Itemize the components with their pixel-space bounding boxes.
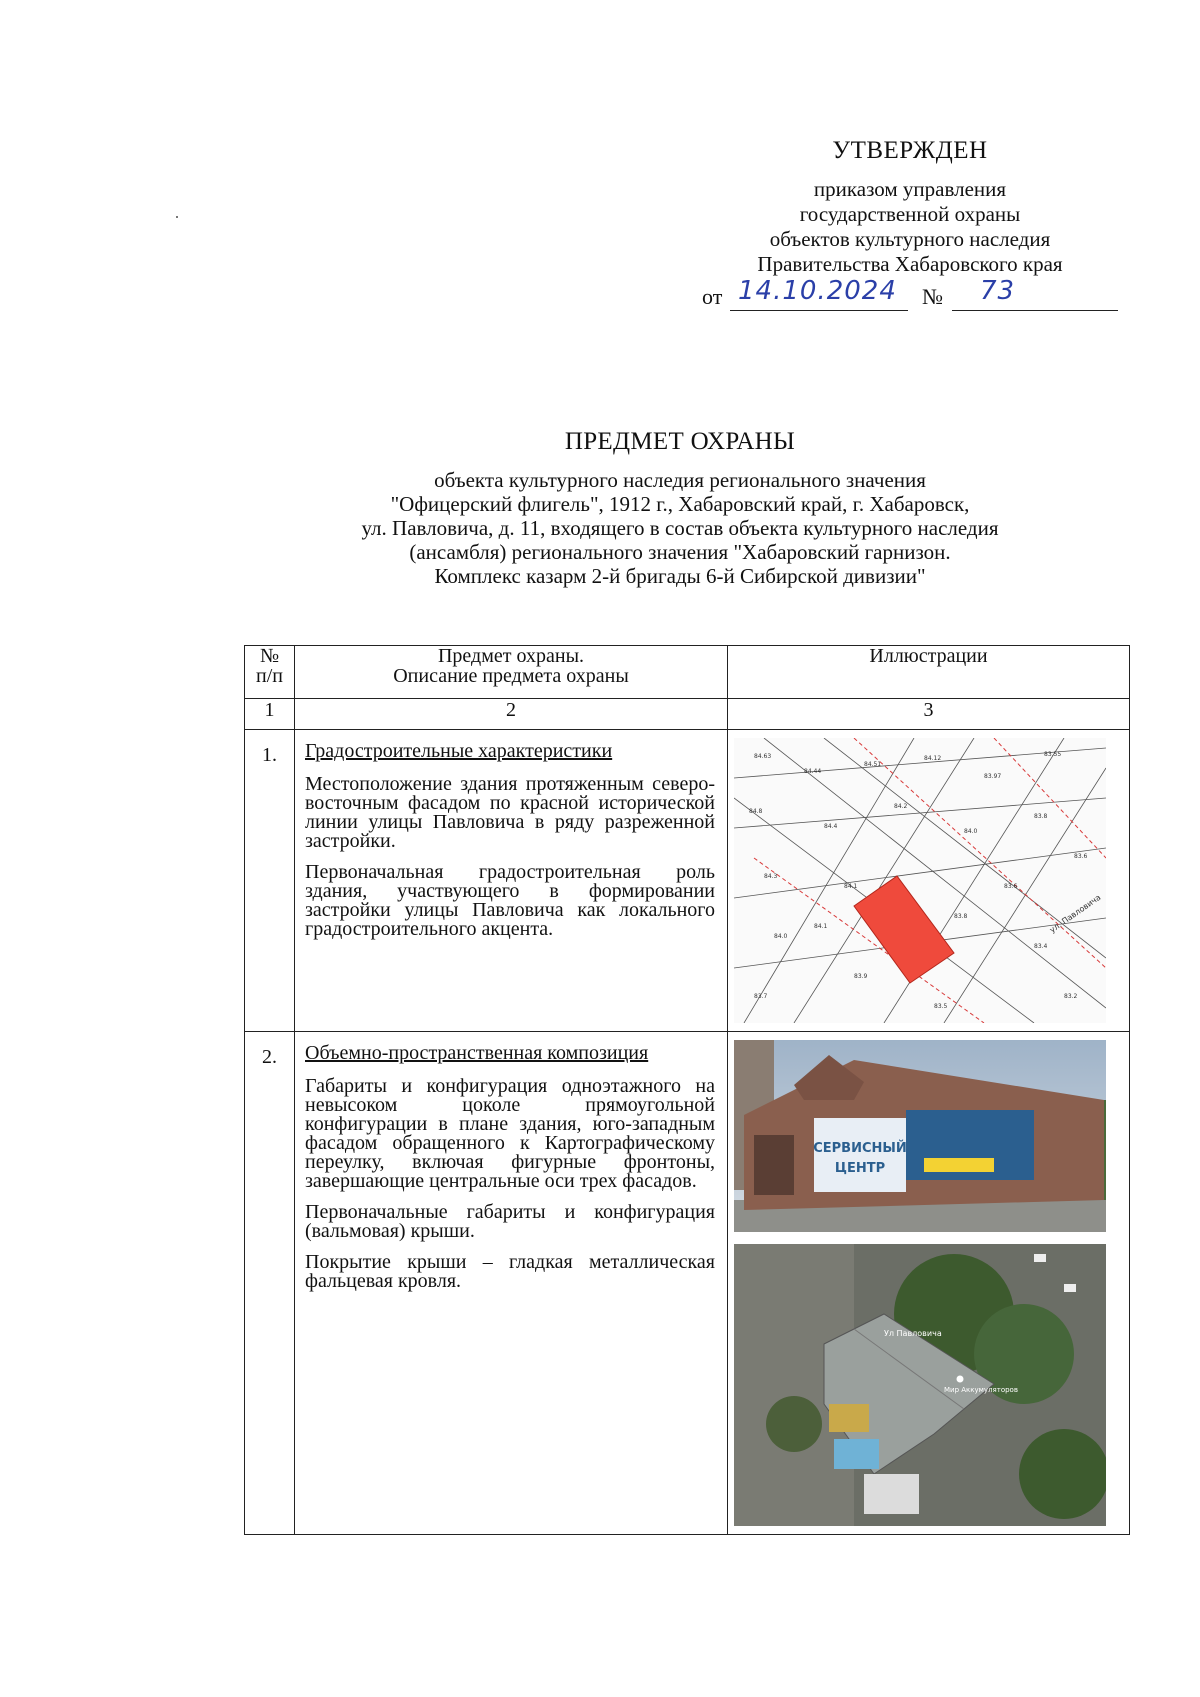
section-paragraph: Первоначальная градостроительная роль здания, участвующего в формировании застройки улицы Павловича как локального градостроительного акцента. <box>305 861 715 940</box>
title-line: ул. Павловича, д. 11, входящего в состав объекта культурного наследия <box>361 516 999 540</box>
photo-sign-line2: ЦЕНТР <box>834 1161 886 1176</box>
svg-text:83.7: 83.7 <box>754 993 768 1000</box>
svg-text:84.2: 84.2 <box>894 803 908 810</box>
svg-text:84.8: 84.8 <box>749 808 763 815</box>
table-header-row <box>245 646 1130 699</box>
map-pin-icon <box>957 1376 964 1383</box>
svg-text:83.97: 83.97 <box>984 773 1002 780</box>
svg-text:83.6: 83.6 <box>1074 853 1088 860</box>
svg-text:83.9: 83.9 <box>854 973 868 980</box>
row-illustration <box>728 1032 1130 1535</box>
number-prefix: № <box>922 284 943 309</box>
title-line: объекта культурного наследия регионального значения <box>434 468 926 492</box>
svg-text:84.1: 84.1 <box>844 883 858 890</box>
date-underline <box>730 310 908 311</box>
row-number: 1. <box>245 730 295 1032</box>
svg-text:84.3: 84.3 <box>764 873 778 880</box>
svg-text:83.55: 83.55 <box>1044 751 1062 758</box>
svg-text:83.2: 83.2 <box>1064 993 1078 1000</box>
row-description <box>295 1032 728 1535</box>
aerial-street-label: Ул Павловича <box>884 1329 942 1338</box>
date-handwritten: 14.10.2024 <box>738 276 897 306</box>
protection-table <box>244 645 1130 1535</box>
svg-text:84.63: 84.63 <box>754 753 772 760</box>
column-number: 2 <box>295 699 728 730</box>
svg-text:83.4: 83.4 <box>1034 943 1048 950</box>
table-column-numbers-row <box>245 699 1130 730</box>
approval-line: объектов культурного наследия <box>769 227 1051 251</box>
approval-heading: УТВЕРЖДЕН <box>832 137 988 164</box>
title-line: "Офицерский флигель", 1912 г., Хабаровский край, г. Хабаровск, <box>390 492 970 516</box>
order-date-number <box>702 276 1122 314</box>
section-paragraph: Покрытие крыши – гладкая металлическая фальцевая кровля. <box>305 1251 715 1292</box>
aerial-photo <box>734 1244 1106 1526</box>
svg-text:83.5: 83.5 <box>934 1003 948 1010</box>
document-title: ПРЕДМЕТ ОХРАНЫ <box>564 428 796 455</box>
header-number-line2: п/п <box>256 665 283 687</box>
svg-text:84.0: 84.0 <box>774 933 788 940</box>
photo-sign-line1: СЕРВИСНЫЙ <box>813 1141 907 1156</box>
approval-block <box>690 138 1130 277</box>
row-illustration <box>728 730 1130 1032</box>
svg-text:83.8: 83.8 <box>954 913 968 920</box>
header-number <box>245 646 295 699</box>
approval-line: приказом управления <box>813 177 1007 201</box>
aerial-shop-label: Мир Аккумуляторов <box>944 1386 1018 1394</box>
column-number: 1 <box>245 699 295 730</box>
scan-speck <box>176 216 178 218</box>
section-paragraph: Габариты и конфигурация одноэтажного на невысоком цоколе прямоугольной конфигурации в плане здания, юго-западным фасадом обращенного к Картографическому переулку, включая фигурные фронтоны, завершающие центральные оси трех фасадов. <box>305 1075 715 1192</box>
approval-line: Правительства Хабаровского края <box>757 252 1063 276</box>
header-description-line1: Предмет охраны. <box>437 645 585 667</box>
table-row <box>245 730 1130 1032</box>
date-prefix: от <box>702 284 723 309</box>
site-plan-image <box>734 738 1106 1023</box>
svg-text:84.44: 84.44 <box>804 768 822 775</box>
header-description <box>295 646 728 699</box>
header-number-line1: № <box>259 645 280 667</box>
svg-text:84.12: 84.12 <box>924 755 942 762</box>
row-description <box>295 730 728 1032</box>
document-title-block <box>230 430 1130 588</box>
svg-text:84.4: 84.4 <box>824 823 838 830</box>
svg-text:84.0: 84.0 <box>964 828 978 835</box>
column-number: 3 <box>728 699 1130 730</box>
row-number: 2. <box>245 1032 295 1535</box>
table-row <box>245 1032 1130 1535</box>
number-handwritten: 73 <box>980 276 1016 306</box>
building-photo <box>734 1040 1106 1232</box>
number-underline <box>952 310 1118 311</box>
title-line: Комплекс казарм 2-й бригады 6-й Сибирской дивизии" <box>434 564 926 588</box>
header-description-line2: Описание предмета охраны <box>393 665 629 687</box>
svg-text:84.1: 84.1 <box>814 923 828 930</box>
header-illustrations: Иллюстрации <box>728 646 1130 699</box>
approval-line: государственной охраны <box>799 202 1021 226</box>
section-paragraph: Местоположение здания протяженным северо-восточным фасадом по красной исторической линии улицы Павловича в ряду разреженной застройки. <box>305 773 715 852</box>
section-title: Градостроительные характеристики <box>305 740 613 762</box>
svg-text:83.6: 83.6 <box>1004 883 1018 890</box>
title-line: (ансамбля) регионального значения "Хабаровский гарнизон. <box>409 540 951 564</box>
plan-street-label: ул. Павловича <box>1047 892 1103 935</box>
section-paragraph: Первоначальные габариты и конфигурация (вальмовая) крыши. <box>305 1201 715 1242</box>
svg-text:83.8: 83.8 <box>1034 813 1048 820</box>
section-title: Объемно-пространственная композиция <box>305 1042 649 1064</box>
svg-text:84.51: 84.51 <box>864 761 882 768</box>
